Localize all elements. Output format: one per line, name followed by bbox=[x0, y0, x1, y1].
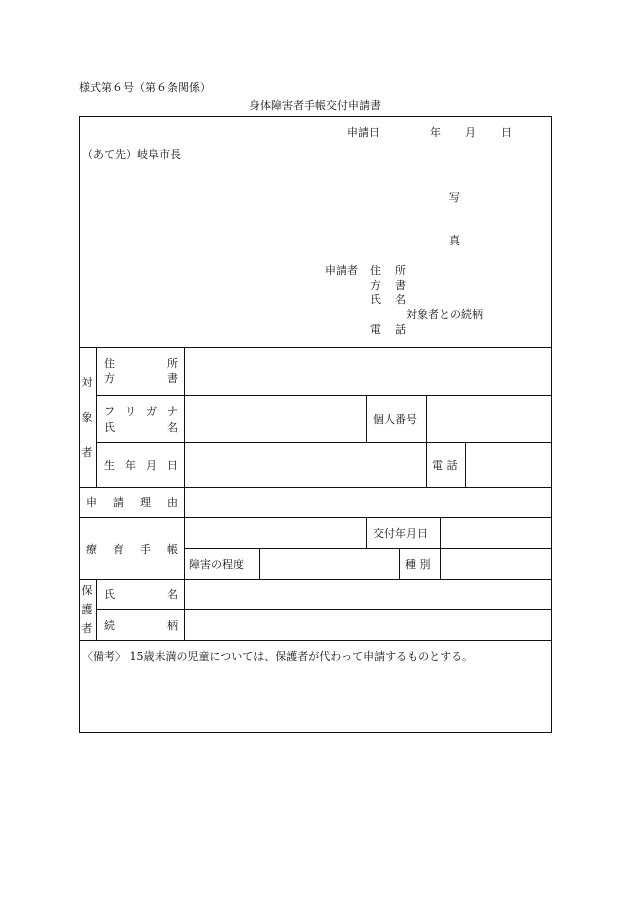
subject-careof-label: 方 書 bbox=[104, 372, 178, 385]
applicant-name-2: 名 bbox=[395, 293, 406, 306]
applicant-careof-2: 書 bbox=[395, 279, 406, 292]
applicant-name-1: 氏 bbox=[370, 293, 381, 306]
year-label: 年 bbox=[430, 126, 441, 139]
subject-vlabel-3: 者 bbox=[81, 446, 93, 459]
applicant-tel-2: 話 bbox=[395, 323, 406, 336]
remarks: 〈備考〉 15歳未満の児童については、保護者が代わって申請するものとする。 bbox=[82, 650, 474, 663]
photo-label-2: 真 bbox=[449, 234, 460, 247]
applicant-address-2: 所 bbox=[395, 264, 406, 277]
subject-name-label: 氏 名 bbox=[104, 421, 178, 434]
applicant-relation: 対象者との続柄 bbox=[406, 308, 483, 321]
ryoiku-label: 療 育 手 帳 bbox=[86, 543, 178, 556]
dob-label: 生 年 月 日 bbox=[104, 459, 178, 472]
subject-vlabel-2: 象 bbox=[81, 411, 93, 424]
applicant-tel-1: 電 bbox=[370, 323, 381, 336]
guardian-relation-label: 続 柄 bbox=[104, 619, 178, 632]
month-label: 月 bbox=[465, 126, 476, 139]
applicant-address-1: 住 bbox=[370, 264, 381, 277]
my-number-label: 個人番号 bbox=[373, 413, 417, 426]
degree-label: 障害の程度 bbox=[189, 558, 244, 571]
subject-furigana-label: フ リ ガ ナ bbox=[104, 405, 178, 418]
subject-vlabel-1: 対 bbox=[81, 376, 93, 389]
form-title: 身体障害者手帳交付申請書 bbox=[249, 99, 381, 112]
type-label: 種 別 bbox=[405, 558, 431, 571]
guardian-vlabel-1: 保 bbox=[81, 584, 93, 597]
day-label: 日 bbox=[501, 126, 512, 139]
applicant-careof-1: 方 bbox=[370, 279, 381, 292]
form-number: 様式第６号（第６条関係） bbox=[79, 81, 211, 94]
guardian-vlabel-2: 護 bbox=[81, 603, 93, 616]
date-label: 申請日 bbox=[347, 126, 380, 139]
photo-label-1: 写 bbox=[449, 191, 460, 204]
subject-address-label: 住 所 bbox=[104, 357, 178, 370]
guardian-name-label: 氏 名 bbox=[104, 588, 178, 601]
subject-tel-label: 電 話 bbox=[432, 459, 458, 472]
applicant-label: 申請者 bbox=[325, 264, 358, 277]
reason-label: 申 請 理 由 bbox=[86, 496, 178, 509]
issue-date-label: 交付年月日 bbox=[373, 527, 428, 540]
addressee: （あて先）岐阜市長 bbox=[82, 148, 181, 161]
guardian-vlabel-3: 者 bbox=[81, 622, 93, 635]
